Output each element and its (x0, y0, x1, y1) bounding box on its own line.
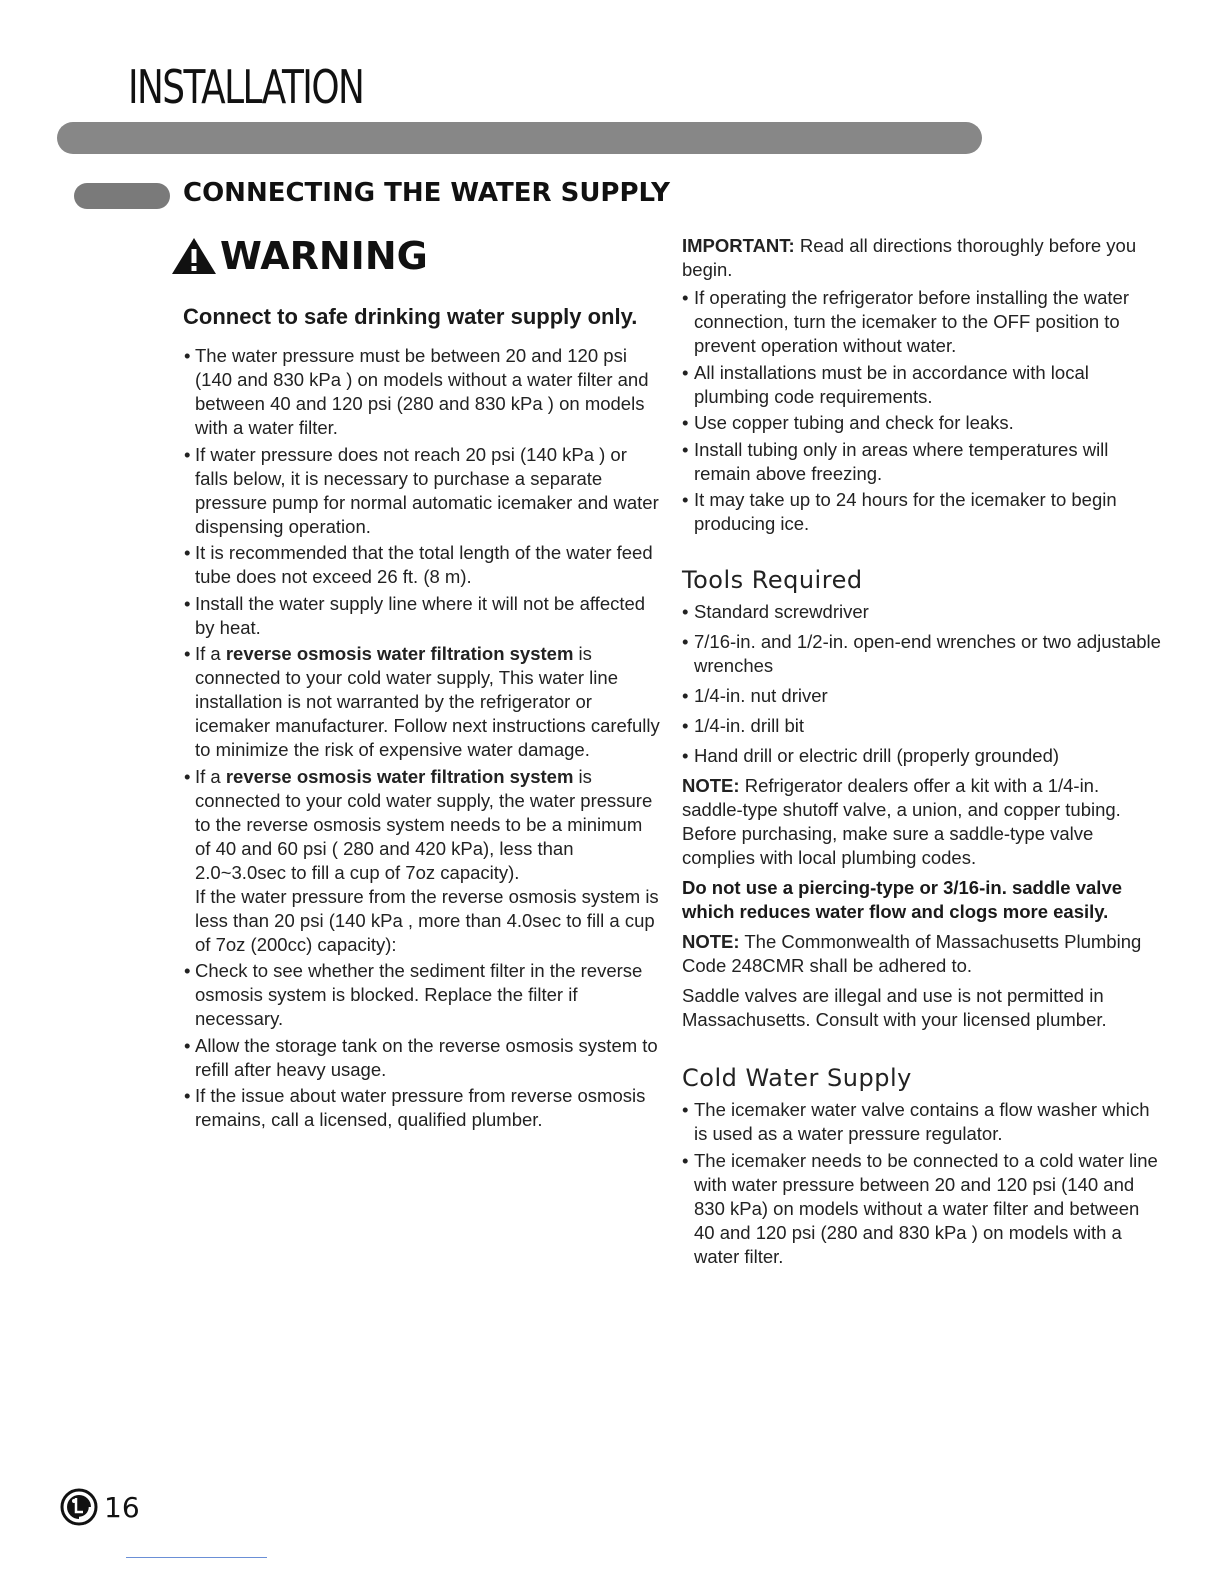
subsection-marker (74, 183, 170, 209)
tools-heading: Tools Required (682, 566, 863, 594)
item-text: Install the water supply line where it will not be affected by heat. (195, 592, 646, 638)
warning-label: WARNING (220, 234, 428, 278)
saddle-valve-warning: Do not use a piercing-type or 3/16-in. saddle valve which reduces water flow and clogs more easily. (682, 877, 1123, 922)
tool-item: • Standard screwdriver (682, 600, 1162, 624)
item-text: If a (195, 643, 226, 664)
lg-logo-icon (60, 1488, 98, 1526)
important-note (682, 234, 1162, 282)
note-text: The Commonwealth of Massachusetts Plumbing Code 248CMR shall be adhered to. (682, 931, 1142, 976)
subsection-title: CONNECTING THE WATER SUPPLY (183, 178, 670, 208)
warning-item (170, 541, 660, 589)
warning-item (170, 592, 660, 640)
important-item: • Install tubing only in areas where temperatures will remain above freezing. (682, 438, 1162, 486)
warning-subheading: Connect to safe drinking water supply only. (183, 304, 638, 329)
item-continuation: If the water pressure from the reverse osmosis system is less than 20 psi (140 kPa , more than 4.0sec to fill a cup of 7oz (200cc) capacity): (195, 885, 659, 955)
section-title: INSTALLATION (128, 60, 364, 114)
footer-divider (126, 1557, 267, 1558)
instructions-column (682, 234, 1162, 1271)
cold-water-item: • The icemaker needs to be connected to a cold water line with water pressure between 20 and 120 psi (140 and 830 kPa) on models without a water filter and between 40 and 120 psi (280 and 830 kPa ) on models with a water filter. (682, 1149, 1162, 1269)
tool-item: • 1/4-in. drill bit (682, 714, 1162, 738)
note-label: NOTE: (682, 931, 740, 952)
warning-column (170, 228, 660, 1135)
important-item: • It may take up to 24 hours for the icemaker to begin producing ice. (682, 488, 1162, 536)
item-text: If the issue about water pressure from reverse osmosis remains, call a licensed, qualified plumber. (195, 1085, 646, 1130)
important-label: IMPORTANT: (682, 235, 795, 256)
important-text: Read all directions thoroughly before you begin. (682, 235, 1137, 280)
item-text: is connected to your cold water supply, the water pressure to the reverse osmosis system needs to be a minimum of 40 and 60 psi ( 280 and 420 kPa), less than 2.0~3.0sec to fill a cup of 7oz capacity). (195, 765, 653, 883)
page-footer (60, 1488, 140, 1526)
warning-heading (170, 228, 660, 284)
important-item: • If operating the refrigerator before installing the water connection, turn the icemaker to the OFF position to prevent operation without water. (682, 286, 1162, 358)
warning-item (170, 959, 660, 1031)
tools-note (682, 774, 1162, 870)
cold-water-item: • The icemaker water valve contains a flow washer which is used as a water pressure regulator. (682, 1098, 1162, 1146)
warning-item (170, 765, 660, 957)
tool-item: • 1/4-in. nut driver (682, 684, 1162, 708)
important-list (682, 286, 1162, 536)
item-text: It is recommended that the total length of the water feed tube does not exceed 26 ft. (8 m). (195, 542, 653, 587)
massachusetts-note (682, 930, 1162, 978)
emphasis-text: reverse osmosis water filtration system (225, 643, 574, 664)
page-number: 16 (104, 1490, 140, 1524)
warning-item (170, 443, 660, 539)
warning-item (170, 1034, 660, 1082)
note-text: Refrigerator dealers offer a kit with a 1/4-in. saddle-type shutoff valve, a union, and copper tubing. Before purchasing, make sure a saddle-type valve complies with local plumbing codes. (682, 775, 1121, 868)
warning-item (170, 642, 660, 762)
header-bar (57, 122, 982, 154)
tool-item: • 7/16-in. and 1/2-in. open-end wrenches or two adjustable wrenches (682, 630, 1162, 678)
warning-triangle-icon (170, 236, 218, 276)
item-text: If water pressure does not reach 20 psi (140 kPa ) or falls below, it is necessary to purchase a separate pressure pump for normal automatic icemaker and water dispensing operation. (195, 443, 659, 537)
warning-item (170, 1084, 660, 1132)
warning-list (170, 344, 660, 1132)
tool-item: • Hand drill or electric drill (properly grounded) (682, 744, 1162, 768)
important-item: • Use copper tubing and check for leaks. (682, 411, 1162, 435)
item-text: is connected to your cold water supply, This water line installation is not warranted by the refrigerator or icemaker manufacturer. Follow next instructions carefully to minimize the risk of expensive water damage. (195, 643, 660, 760)
item-text: The water pressure must be between 20 and 120 psi (140 and 830 kPa ) on models without a water filter and between 40 and 120 psi (280 and 830 kPa ) on models with a water filter. (195, 345, 649, 438)
tools-list (682, 600, 1162, 768)
item-text: Allow the storage tank on the reverse osmosis system to refill after heavy usage. (195, 1034, 658, 1080)
cold-water-list (682, 1098, 1162, 1269)
saddle-valve-note: Saddle valves are illegal and use is not permitted in Massachusetts. Consult with your licensed plumber. (682, 985, 1107, 1030)
important-item: • All installations must be in accordance with local plumbing code requirements. (682, 361, 1162, 409)
note-label: NOTE: (682, 775, 740, 796)
cold-water-heading: Cold Water Supply (682, 1064, 912, 1092)
warning-item (170, 344, 660, 440)
emphasis-text: reverse osmosis water filtration system (225, 765, 574, 787)
item-text: If a (195, 765, 226, 787)
item-text: Check to see whether the sediment filter in the reverse osmosis system is blocked. Replace the filter if necessary. (195, 960, 643, 1029)
